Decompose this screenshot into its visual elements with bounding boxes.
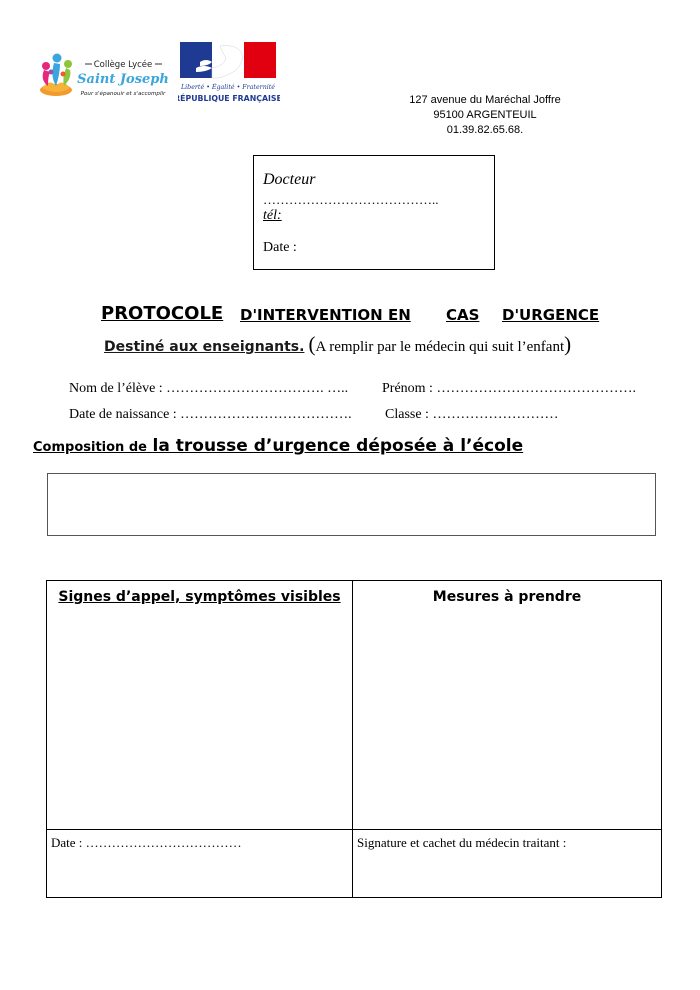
- college-logo-line1: Collège Lycée: [93, 60, 153, 70]
- title-word-urgence: D'URGENCE: [502, 306, 600, 324]
- rf-logo-motto: Liberté • Égalité • Fraternité: [180, 84, 276, 91]
- table-row-divider: [47, 829, 661, 830]
- school-address: [380, 93, 590, 138]
- subtitle-paren-open: (: [308, 332, 316, 356]
- doctor-phone-label: tél:: [263, 208, 282, 223]
- title-word-intervention: D'INTERVENTION EN: [240, 306, 411, 324]
- kit-composition-heading: [33, 436, 523, 456]
- student-name-field[interactable]: Nom de l’élève : ……………………………. …..: [69, 381, 349, 396]
- doctor-date-label: Date :: [263, 240, 297, 255]
- page-title: [0, 303, 700, 327]
- kit-heading-part1: Composition de: [33, 440, 147, 455]
- title-word-protocole: PROTOCOLE: [101, 303, 224, 324]
- student-birthdate-field[interactable]: Date de naissance : ……………………………….: [69, 407, 352, 422]
- table-header-symptoms: [47, 589, 352, 605]
- subtitle-paren-close: ): [564, 332, 572, 356]
- college-logo: [36, 48, 176, 104]
- table-signature-field[interactable]: Signature et cachet du médecin traitant :: [357, 835, 567, 850]
- rf-logo-name: RÉPUBLIQUE FRANÇAISE: [178, 94, 280, 103]
- table-date-field[interactable]: Date : ………………………………: [51, 835, 242, 850]
- kit-heading-part2: la trousse d’urgence déposée à l’école: [152, 436, 524, 456]
- college-logo-tagline: Pour s'épanouir et s'accomplir: [80, 91, 166, 97]
- page-subtitle: [104, 332, 700, 357]
- title-word-cas: CAS: [446, 306, 480, 324]
- protocol-table: [46, 580, 662, 898]
- subtitle-audience: Destiné aux enseignants.: [104, 339, 305, 355]
- address-phone: 01.39.82.65.68.: [446, 124, 524, 136]
- table-header-measures: Mesures à prendre: [432, 589, 582, 605]
- kit-composition-box[interactable]: [47, 473, 656, 536]
- college-logo-graphic: [36, 48, 176, 104]
- republique-francaise-logo: [178, 40, 280, 108]
- address-city: 95100 ARGENTEUIL: [433, 109, 537, 121]
- doctor-info-box: [253, 155, 495, 270]
- student-firstname-field[interactable]: Prénom : …………………………………….: [382, 381, 636, 396]
- student-class-field[interactable]: Classe : ………………………: [385, 407, 559, 422]
- doctor-label: Docteur: [263, 171, 316, 188]
- marianne-logo-graphic: [178, 40, 280, 108]
- college-logo-line2: Saint Joseph: [77, 72, 169, 87]
- address-street: 127 avenue du Maréchal Joffre: [409, 94, 561, 106]
- doctor-name-field[interactable]: …………………………………..: [263, 192, 439, 207]
- symptoms-header-text: Signes d’appel, symptômes visibles: [58, 589, 341, 605]
- table-column-divider: [352, 581, 353, 897]
- subtitle-note: A remplir par le médecin qui suit l’enfant: [315, 339, 565, 355]
